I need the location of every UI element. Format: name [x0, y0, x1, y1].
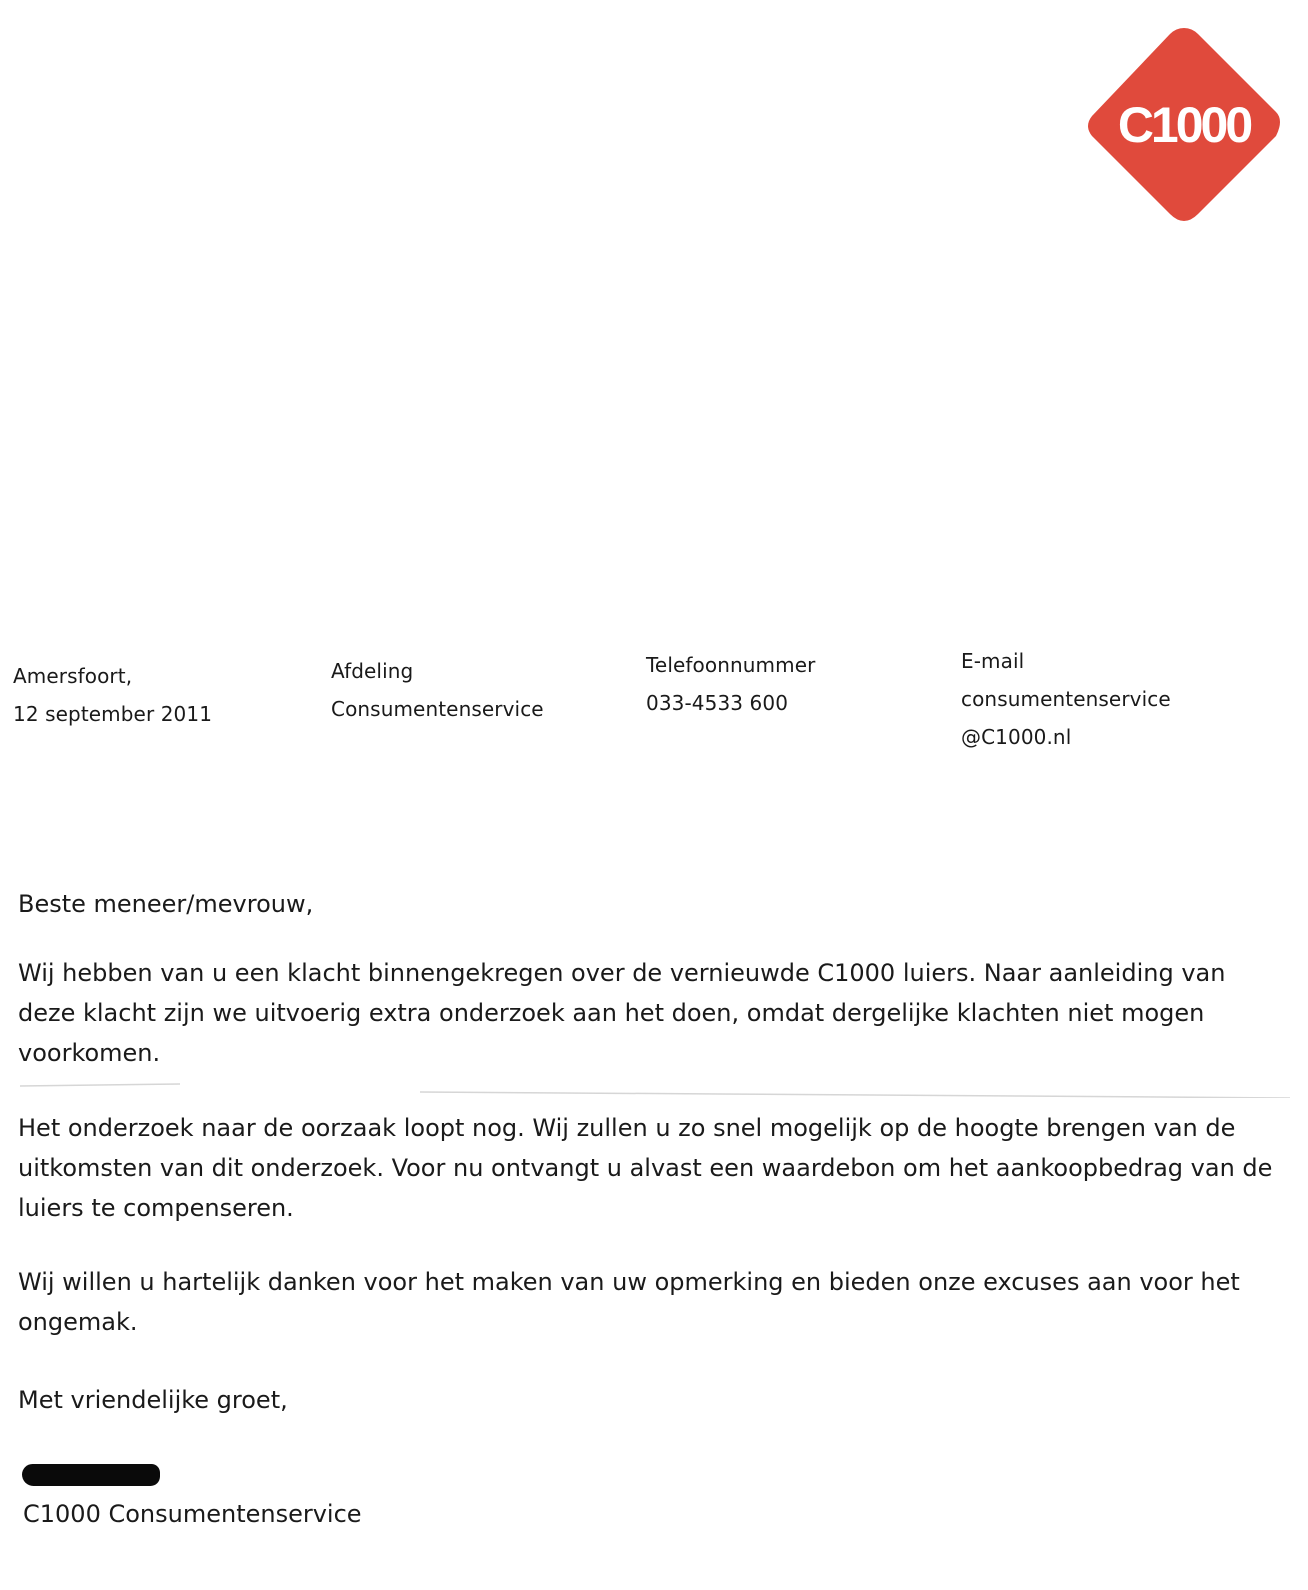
phone-value: 033-4533 600: [646, 691, 789, 715]
header-phone: [646, 646, 815, 722]
signoff: C1000 Consumentenservice: [23, 1500, 362, 1528]
email-value-line2: @C1000.nl: [961, 725, 1072, 749]
logo-text: C1000: [1117, 97, 1251, 153]
scan-artifact-line: [20, 1082, 1290, 1098]
salutation: Beste meneer/mevrouw,: [18, 890, 314, 918]
email-label: E-mail: [961, 649, 1025, 673]
header-email: [961, 642, 1171, 756]
header-place-date: [13, 657, 212, 733]
place: Amersfoort,: [13, 664, 133, 688]
paragraph-thanks: Wij willen u hartelijk danken voor het maken van uw opmerking en bieden onze excuses aan voor het ongemak.: [18, 1268, 1240, 1336]
phone-label: Telefoonnummer: [646, 653, 816, 677]
redacted-signature: [22, 1464, 160, 1486]
department-label: Afdeling: [331, 659, 414, 683]
closing: Met vriendelijke groet,: [18, 1386, 288, 1414]
paragraph-investigation: Het onderzoek naar de oorzaak loopt nog. Wij zullen u zo snel mogelijk op de hoogte brengen van de uitkomsten van dit onderzoek. Voor nu ontvangt u alvast een waardebon om het aankoopbedrag van de luiers te compenseren.: [18, 1114, 1273, 1222]
date: 12 september 2011: [13, 702, 213, 726]
header-department: [331, 652, 544, 728]
paragraph-complaint: Wij hebben van u een klacht binnengekregen over de vernieuwde C1000 luiers. Naar aanleiding van deze klacht zijn we uitvoerig extra onderzoek aan het doen, omdat dergelijke klachten niet mogen voorkomen.: [18, 959, 1226, 1067]
c1000-logo: [1082, 24, 1286, 228]
email-value-line1: consumentenservice: [961, 687, 1171, 711]
department-value: Consumentenservice: [331, 697, 544, 721]
